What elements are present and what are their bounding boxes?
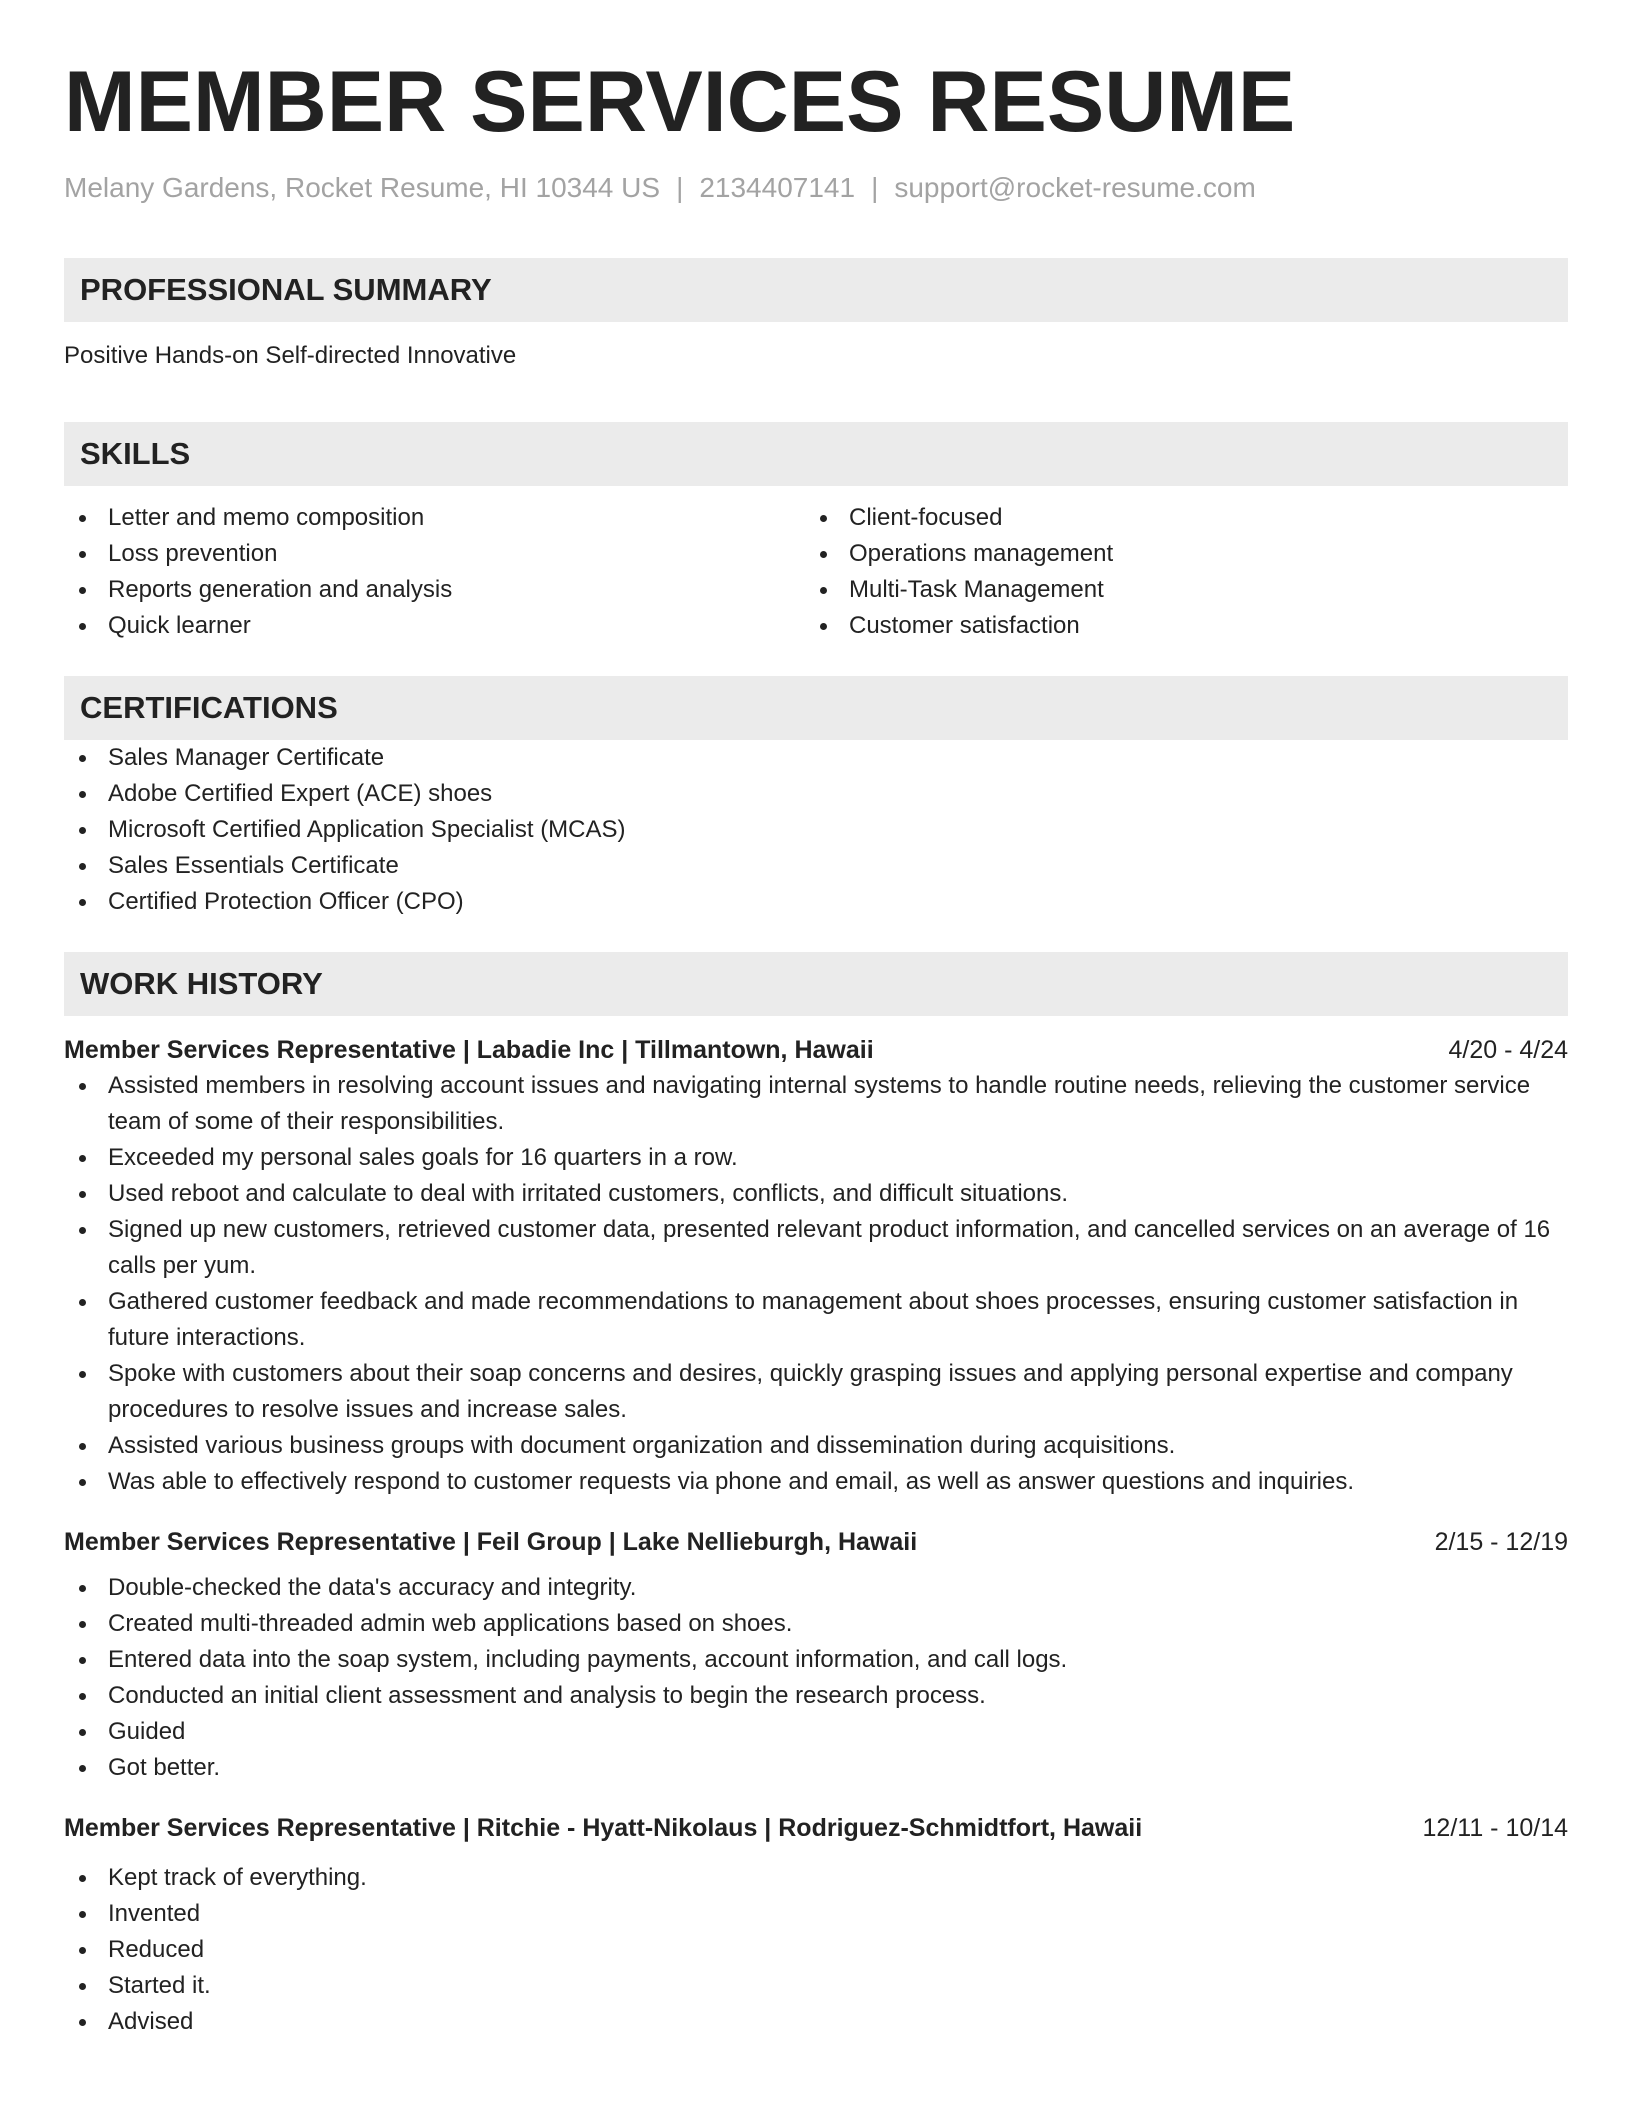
certification-item: Certified Protection Officer (CPO) (64, 884, 1568, 920)
skills-list-left (64, 500, 805, 644)
job-bullet: Kept track of everything. (64, 1860, 1568, 1896)
job-bullet: Reduced (64, 1932, 1568, 1968)
job-header (64, 1032, 1568, 1068)
job-bullet: Exceeded my personal sales goals for 16 quarters in a row. (64, 1140, 1568, 1176)
section-heading-skills: SKILLS (64, 422, 1568, 486)
job-bullet: Assisted various business groups with document organization and dissemination during acquisitions. (64, 1428, 1568, 1464)
job-bullet: Started it. (64, 1968, 1568, 2004)
section-heading-certifications: CERTIFICATIONS (64, 676, 1568, 740)
job-bullet: Used reboot and calculate to deal with irritated customers, conflicts, and difficult situations. (64, 1176, 1568, 1212)
job-bullet: Assisted members in resolving account issues and navigating internal systems to handle routine needs, relieving the customer service team of some of their responsibilities. (64, 1068, 1568, 1140)
job-bullet: Double-checked the data's accuracy and integrity. (64, 1570, 1568, 1606)
job-header (64, 1524, 1568, 1560)
skill-item: Operations management (805, 536, 1546, 572)
contact-email[interactable]: support@rocket-resume.com (894, 172, 1256, 203)
contact-separator: | (676, 172, 684, 203)
job-bullets (64, 1068, 1568, 1500)
section-heading-work-history: WORK HISTORY (64, 952, 1568, 1016)
job-bullet: Created multi-threaded admin web applications based on shoes. (64, 1606, 1568, 1642)
skill-item: Client-focused (805, 500, 1546, 536)
skill-item: Quick learner (64, 608, 805, 644)
job-bullet: Was able to effectively respond to customer requests via phone and email, as well as answer questions and inquiries. (64, 1464, 1568, 1500)
summary-text: Positive Hands-on Self-directed Innovative (64, 342, 517, 369)
skill-item: Letter and memo composition (64, 500, 805, 536)
job-dates: 12/11 - 10/14 (1422, 1814, 1568, 1842)
job-title: Member Services Representative | Feil Group | Lake Nellieburgh, Hawaii (64, 1528, 918, 1556)
resume-title: MEMBER SERVICES RESUME (64, 54, 1296, 150)
job-bullet: Advised (64, 2004, 1568, 2040)
job-bullet: Entered data into the soap system, including payments, account information, and call logs. (64, 1642, 1568, 1678)
job-bullet: Gathered customer feedback and made recommendations to management about shoes processes, ensuring customer satisfaction in future interactions. (64, 1284, 1568, 1356)
job-bullets (64, 1570, 1568, 1786)
certifications-list (64, 740, 1568, 920)
certification-item: Microsoft Certified Application Specialist (MCAS) (64, 812, 1568, 848)
job-header (64, 1810, 1568, 1846)
section-heading-summary: PROFESSIONAL SUMMARY (64, 258, 1568, 322)
job-bullets (64, 1860, 1568, 2040)
skill-item: Multi-Task Management (805, 572, 1546, 608)
job-bullet: Spoke with customers about their soap concerns and desires, quickly grasping issues and applying personal expertise and company procedures to resolve issues and increase sales. (64, 1356, 1568, 1428)
contact-phone: 2134407141 (699, 172, 856, 203)
skill-item: Customer satisfaction (805, 608, 1546, 644)
contact-line (64, 170, 1568, 206)
skills-list-right (805, 500, 1546, 644)
job-bullet: Conducted an initial client assessment and analysis to begin the research process. (64, 1678, 1568, 1714)
skill-item: Loss prevention (64, 536, 805, 572)
certification-item: Sales Manager Certificate (64, 740, 1568, 776)
contact-separator: | (871, 172, 879, 203)
job-bullet: Got better. (64, 1750, 1568, 1786)
certification-item: Adobe Certified Expert (ACE) shoes (64, 776, 1568, 812)
job-entry (64, 1032, 1568, 1500)
job-dates: 4/20 - 4/24 (1448, 1036, 1568, 1064)
job-bullet: Signed up new customers, retrieved customer data, presented relevant product information, and cancelled services on an average of 16 calls per yum. (64, 1212, 1568, 1284)
job-title: Member Services Representative | Labadie Inc | Tillmantown, Hawaii (64, 1036, 874, 1064)
job-entry (64, 1810, 1568, 2040)
skill-item: Reports generation and analysis (64, 572, 805, 608)
job-bullet: Invented (64, 1896, 1568, 1932)
job-title: Member Services Representative | Ritchie - Hyatt-Nikolaus | Rodriguez-Schmidtfort, Hawaii (64, 1814, 1143, 1842)
job-entry (64, 1524, 1568, 1786)
contact-address: Melany Gardens, Rocket Resume, HI 10344 US (64, 172, 661, 203)
skills-grid (64, 500, 1568, 644)
job-dates: 2/15 - 12/19 (1434, 1528, 1568, 1556)
job-bullet: Guided (64, 1714, 1568, 1750)
certification-item: Sales Essentials Certificate (64, 848, 1568, 884)
